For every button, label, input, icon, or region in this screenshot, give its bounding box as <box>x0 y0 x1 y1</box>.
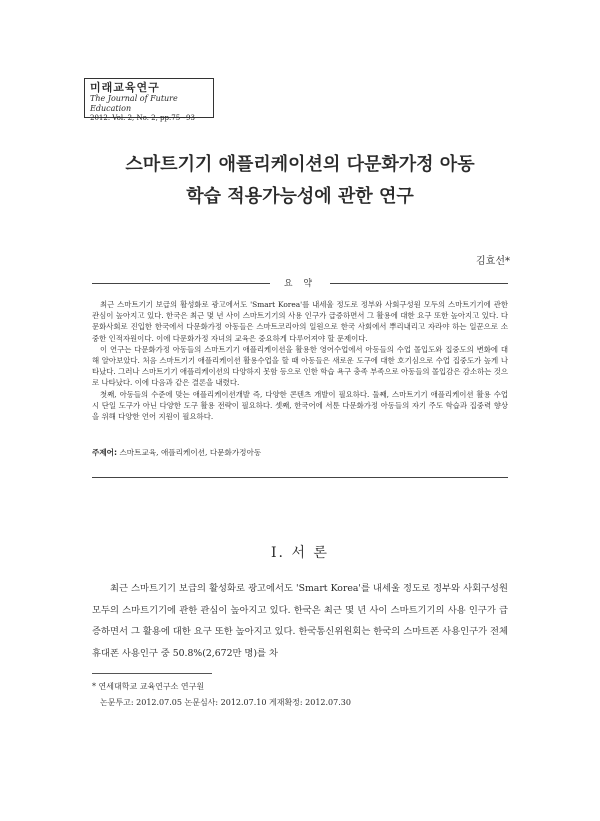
keywords-label: 주제어: <box>92 448 118 457</box>
footnote-affiliation: * 연세대학교 교육연구소 연구원 <box>92 682 205 691</box>
body-paragraph: 최근 스마트기기 보급의 활성화로 광고에서도 'Smart Korea'를 내세울 정도로 정부와 사회구성원 모두의 스마트기기에 관한 관심이 높아지고 있다. 한국은 최근 몇 년 사이 스마트기기의 사용 인구가 급증하면서 그 활용에 대한 요구 또한 높아지고 있다. 한국통신위원회는 한국의 스마트폰 사용인구가 전체 휴대폰 사용인구 중 50.8%(2,672만 명)를 차 <box>92 583 508 659</box>
footnote-dates: 논문투고: 2012.07.05 논문심사: 2012.07.10 게재확정: 2012.07.30 <box>100 698 351 707</box>
footnote-rule <box>92 673 212 674</box>
journal-name-korean: 미래교육연구 <box>90 81 160 94</box>
journal-volume: 2012. Vol. 2, No. 2, pp.75~93 <box>90 114 195 122</box>
paper-title-line-2: 학습 적용가능성에 관한 연구 <box>186 186 414 207</box>
abstract-label: 요 약 <box>270 276 330 289</box>
journal-name-english: The Journal of Future Education <box>90 94 178 113</box>
abstract-paragraph: 첫째, 아동들의 수준에 맞는 애플리케이션개발 즉, 다양한 콘텐츠 개발이 필요하다. 둘째, 스마트기기 애플리케이션 활용 수업 시 단일 도구가 아닌 다양한 도구 활용 전략이 필요하다. 셋째, 한국어에 서툰 다문화가정 아동들의 자기 주도 학습과 집중력 향상을 위해 다양한 언어 지원이 필요하다. <box>92 389 508 422</box>
paper-title-line-1: 스마트기기 애플리케이션의 다문화가정 아동 <box>125 154 475 175</box>
abstract-paragraph: 이 연구는 다문화가정 아동들의 스마트기기 애플리케이션을 활용한 영어수업에서 아동들의 수업 몰입도와 집중도의 변화에 대해 알아보았다. 처음 스마트기기 애플리케이션 활용수업을 할 때 아동들은 새로운 도구에 대한 호기심으로 수업 집중도가 높게 나타났다. 그러나 스마트기기 애플리케이션의 다양하지 못함 등으로 인한 학습 욕구 충족 부족으로 아동들의 몰입감은 감소하는 것으로 나타났다. 이에 다음과 같은 결론을 내렸다. <box>92 344 508 388</box>
footnote <box>92 679 351 711</box>
section-heading: I. 서 론 <box>271 545 329 561</box>
author-name: 김효선* <box>476 256 510 267</box>
abstract-bottom-rule <box>92 477 508 478</box>
body-text <box>92 578 508 664</box>
abstract-body <box>92 299 508 422</box>
keywords-text: 스마트교육, 애플리케이션, 다문화가정아동 <box>119 448 262 457</box>
abstract-paragraph: 최근 스마트기기 보급의 활성화로 광고에서도 'Smart Korea'를 내세울 정도로 정부와 사회구성원 모두의 스마트기기에 관한 관심이 높아지고 있다. 한국은 최근 몇 년 사이 스마트기기의 사용 인구가 급증하면서 그 활용에 대한 요구 또한 높아지고 있다. 다문화사회로 진입한 한국에서 다문화가정 아동들은 스마트코리아의 일원으로 한국 사회에서 뿌리내리고 자라야 하는 일꾼으로 소중한 인적자원이다. 이에 다문화가정 자녀의 교육은 중요하게 다루어져야 할 문제이다. <box>92 300 508 343</box>
journal-masthead <box>84 78 214 122</box>
keywords <box>92 447 261 458</box>
